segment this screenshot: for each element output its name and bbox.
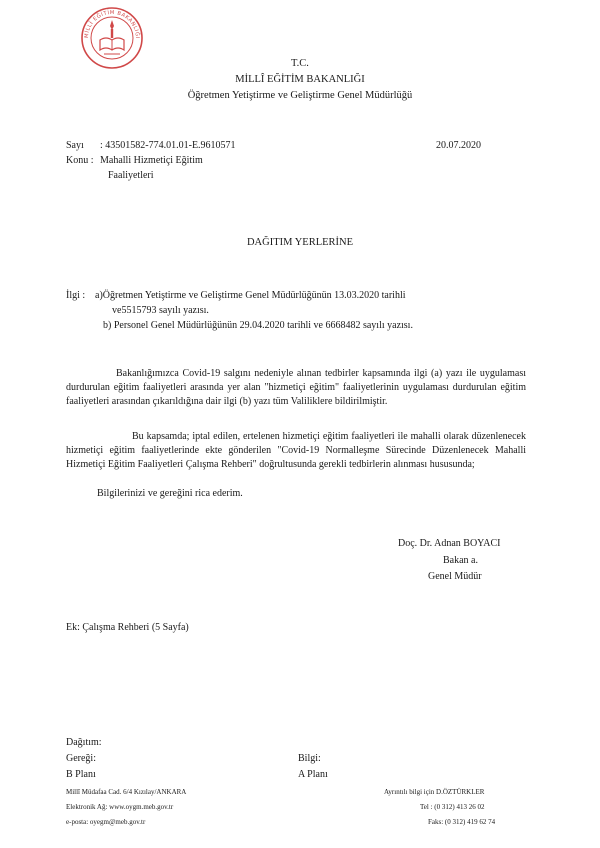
konu-label: Konu : [66, 155, 94, 166]
attachment: Ek: Çalışma Rehberi (5 Sayfa) [66, 622, 189, 633]
footer-email[interactable]: e-posta: oyegm@meb.gov.tr [66, 818, 146, 826]
footer-fax: Faks: (0 312) 419 62 74 [428, 818, 496, 826]
konu-value-2: Faaliyetleri [108, 170, 154, 181]
footer-contact: Ayrıntılı bilgi için D.ÖZTÜRKLER [384, 788, 485, 796]
header-ministry: MİLLÎ EĞİTİM BAKANLIĞI [235, 74, 365, 85]
ilgi-label: İlgi : [66, 290, 86, 301]
body-paragraph-1: Bakanlığımızca Covid-19 salgını nedeniyle alınan tedbirler kapsamında ilgi (a) yazı ile uygulaması durdurulan eğitim faaliyetleri arasında yer alan "hizmetiçi eğitim" faaliyetlerinin uygulaması durdurulan eğitim faaliyetleri arasından çıkarıldığına dair ilgi (b) yazı tüm Valiliklere bildirilmiştir. [66, 368, 526, 407]
footer-web[interactable]: Elektronik Ağ: www.oygm.meb.gov.tr [66, 803, 174, 811]
konu-value-1: Mahalli Hizmetiçi Eğitim [100, 155, 203, 166]
ilgi-b: b) Personel Genel Müdürlüğünün 29.04.2020 tarihli ve 6668482 sayılı yazısı. [103, 320, 413, 331]
ilgi-a-line2: ve5515793 sayılı yazısı. [112, 305, 209, 316]
distribution-label: Dağıtım: [66, 737, 102, 748]
sayi-label: Sayı [66, 140, 84, 151]
signature-name: Doç. Dr. Adnan BOYACI [398, 538, 501, 549]
document-date: 20.07.2020 [436, 140, 481, 151]
body-paragraph-3: Bilgilerinizi ve gereğini rica ederim. [97, 488, 243, 499]
footer-address: Millî Müdafaa Cad. 6/4 Kızılay/ANKARA [66, 788, 187, 796]
seal-text: MİLLÎ EĞİTİM BAKANLIĞI [83, 9, 141, 39]
recipient: DAĞITIM YERLERİNE [246, 237, 354, 248]
bilgi-label: Bilgi: [298, 753, 321, 764]
bilgi-value: A Planı [298, 769, 328, 780]
footer-tel: Tel : (0 312) 413 26 02 [420, 803, 485, 811]
gere-value: B Planı [66, 769, 96, 780]
header-tc: T.C. [291, 58, 309, 69]
header-directorate: Öğretmen Yetiştirme ve Geliştirme Genel Müdürlüğü [187, 90, 413, 101]
ilgi-a-line1: a)Öğretmen Yetiştirme ve Geliştirme Genel Müdürlüğünün 13.03.2020 tarihli [95, 290, 406, 301]
signature-title-1: Bakan a. [443, 555, 478, 566]
signature-title-2: Genel Müdür [428, 571, 482, 582]
gere-label: Gereği: [66, 753, 96, 764]
sayi-value: : 43501582-774.01.01-E.9610571 [100, 140, 236, 151]
body-paragraph-2: Bu kapsamda; iptal edilen, ertelenen hizmetiçi eğitim faaliyetleri ile mahalli olarak düzenlenecek hizmetiçi eğitim faaliyetlerinde ekte gönderilen "Covid-19 Normalleşme Sürecinde Düzenlenecek Mahalli Hizmetiçi Eğitim Faaliyetleri Çalışma Rehberi" doğrultusunda gerekli tedbirlerin alınması hususunda; [66, 431, 526, 470]
